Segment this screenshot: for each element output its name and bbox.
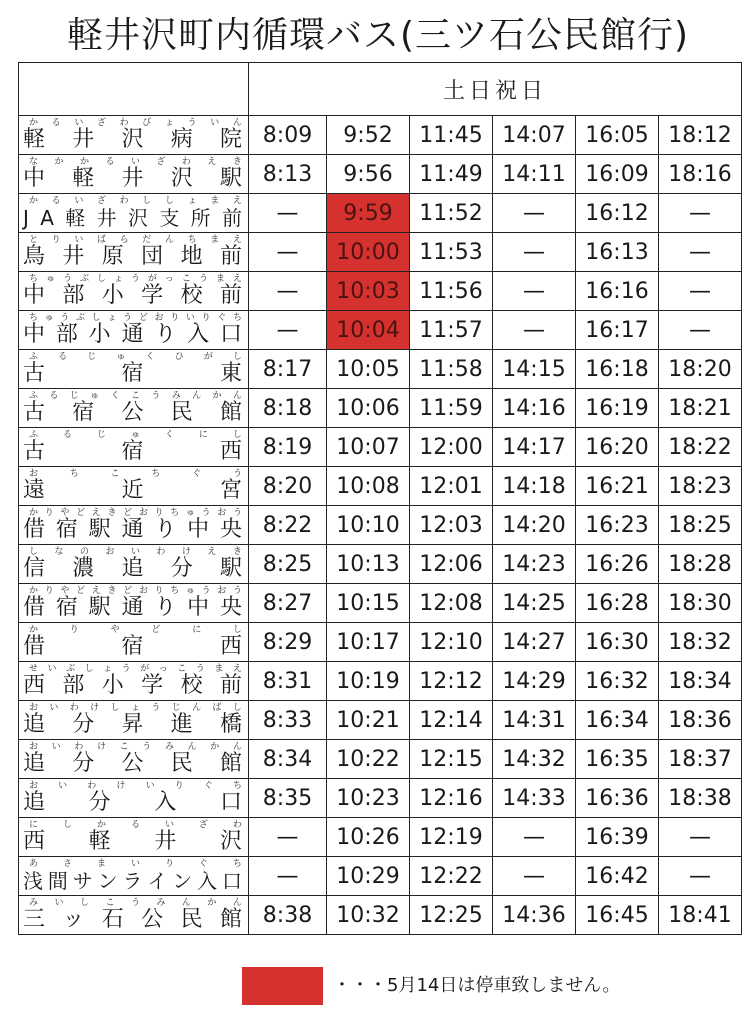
stop-name: 遠 近 宮	[23, 478, 242, 503]
stop-row	[19, 233, 742, 272]
departure-time-cell: —	[493, 857, 576, 896]
stop-name-cell	[19, 155, 249, 194]
departure-time-cell: 12:03	[410, 506, 493, 545]
departure-time-cell: 16:34	[576, 701, 659, 740]
departure-time-cell: 18:28	[659, 545, 742, 584]
departure-time-cell: —	[493, 272, 576, 311]
departure-time-cell: 10:21	[327, 701, 410, 740]
departure-time-cell: 18:12	[659, 116, 742, 155]
stop-name-cell	[19, 389, 249, 428]
departure-time-cell: 16:12	[576, 194, 659, 233]
departure-time-cell: 10:06	[327, 389, 410, 428]
stop-reading: か る い ざ わ し し ょ ま え	[29, 196, 242, 206]
departure-time-cell: 8:20	[249, 467, 327, 506]
day-type-label: 土日祝日	[249, 63, 742, 116]
departure-time-cell: 16:05	[576, 116, 659, 155]
departure-time-cell: —	[249, 818, 327, 857]
departure-time-cell: 14:07	[493, 116, 576, 155]
stop-name: 追 分 昇 進 橋	[23, 712, 242, 737]
stop-reading: ふ る じ ゅ く こ う み ん か ん	[29, 391, 242, 401]
departure-time-cell: 10:04	[327, 311, 410, 350]
stop-name: 中 部 小 通 り 入 口	[23, 322, 242, 347]
stop-row	[19, 467, 742, 506]
stop-name: 中 軽 井 沢 駅	[23, 166, 242, 191]
stop-name-cell	[19, 545, 249, 584]
stop-name-cell	[19, 740, 249, 779]
departure-time-cell: 12:12	[410, 662, 493, 701]
departure-time-cell: 14:36	[493, 896, 576, 935]
stop-row	[19, 389, 742, 428]
departure-time-cell: 18:16	[659, 155, 742, 194]
departure-time-cell: 11:52	[410, 194, 493, 233]
departure-time-cell: 14:20	[493, 506, 576, 545]
stop-name-cell	[19, 779, 249, 818]
departure-time-cell: —	[659, 857, 742, 896]
departure-time-cell: —	[659, 311, 742, 350]
departure-time-cell: 8:35	[249, 779, 327, 818]
departure-time-cell: 18:21	[659, 389, 742, 428]
timetable	[18, 62, 742, 935]
departure-time-cell: 9:59	[327, 194, 410, 233]
stop-row	[19, 701, 742, 740]
stop-row	[19, 584, 742, 623]
stop-name-cell	[19, 428, 249, 467]
stop-name: 追 分 入 口	[23, 790, 242, 815]
departure-time-cell: —	[659, 233, 742, 272]
departure-time-cell: 8:13	[249, 155, 327, 194]
stop-reading: と り い ば ら だ ん ち ま え	[29, 235, 242, 245]
departure-time-cell: 8:27	[249, 584, 327, 623]
header-row	[19, 63, 742, 116]
stop-name: 軽 井 沢 病 院	[23, 127, 242, 152]
departure-time-cell: 18:34	[659, 662, 742, 701]
page-title: 軽井沢町内循環バス(三ツ石公民館行)	[66, 15, 690, 56]
stop-reading: に し か る い ざ わ	[29, 820, 242, 830]
departure-time-cell: 14:16	[493, 389, 576, 428]
departure-time-cell: —	[249, 857, 327, 896]
stop-name-cell	[19, 896, 249, 935]
stop-reading: ふ る じ ゅ く に し	[29, 430, 242, 440]
stop-name-cell	[19, 857, 249, 896]
stop-name-cell	[19, 194, 249, 233]
stop-name-cell	[19, 584, 249, 623]
departure-time-cell: —	[493, 818, 576, 857]
stop-reading: み い し こ う み ん か ん	[29, 898, 242, 908]
stop-row	[19, 311, 742, 350]
departure-time-cell: 9:56	[327, 155, 410, 194]
departure-time-cell: 11:49	[410, 155, 493, 194]
stop-reading: せ い ぶ し ょ う が っ こ う ま え	[29, 664, 242, 674]
departure-time-cell: 16:39	[576, 818, 659, 857]
departure-time-cell: 8:31	[249, 662, 327, 701]
departure-time-cell: 18:37	[659, 740, 742, 779]
departure-time-cell: —	[659, 818, 742, 857]
stop-name: 西 部 小 学 校 前	[23, 673, 242, 698]
departure-time-cell: —	[249, 233, 327, 272]
stop-row	[19, 818, 742, 857]
departure-time-cell: 8:09	[249, 116, 327, 155]
stop-reading: お ち こ ち ぐ う	[29, 469, 242, 479]
departure-time-cell: —	[249, 311, 327, 350]
stop-name-cell	[19, 233, 249, 272]
departure-time-cell: 14:33	[493, 779, 576, 818]
stop-row	[19, 428, 742, 467]
stop-name: 借 宿 駅 通 り 中 央	[23, 517, 242, 542]
departure-time-cell: 8:38	[249, 896, 327, 935]
departure-time-cell: 8:17	[249, 350, 327, 389]
departure-time-cell: 10:17	[327, 623, 410, 662]
departure-time-cell: 8:34	[249, 740, 327, 779]
stop-name-cell	[19, 350, 249, 389]
stop-reading: か り や ど え き ど お り ち ゅ う お う	[29, 586, 242, 596]
departure-time-cell: 16:20	[576, 428, 659, 467]
stop-name: 浅 間 サ ン ラ イ ン 入 口	[23, 869, 242, 893]
stop-reading: ち ゅ う ぶ し ょ う ど お り い り ぐ ち	[29, 313, 242, 323]
stop-row	[19, 350, 742, 389]
departure-time-cell: 10:13	[327, 545, 410, 584]
departure-time-cell: 14:29	[493, 662, 576, 701]
stop-name-cell	[19, 818, 249, 857]
stop-row	[19, 155, 742, 194]
departure-time-cell: 11:53	[410, 233, 493, 272]
stop-name: 古 宿 東	[23, 361, 242, 386]
departure-time-cell: 12:08	[410, 584, 493, 623]
departure-time-cell: 11:59	[410, 389, 493, 428]
stop-row	[19, 740, 742, 779]
stop-name-cell	[19, 467, 249, 506]
departure-time-cell: 12:19	[410, 818, 493, 857]
stop-row	[19, 506, 742, 545]
stop-row	[19, 623, 742, 662]
stop-name-cell	[19, 311, 249, 350]
departure-time-cell: 10:26	[327, 818, 410, 857]
stop-name-cell	[19, 662, 249, 701]
departure-time-cell: 16:17	[576, 311, 659, 350]
stop-row	[19, 545, 742, 584]
stop-name-cell	[19, 506, 249, 545]
stop-name: 古 宿 公 民 館	[23, 400, 242, 425]
departure-time-cell: 10:03	[327, 272, 410, 311]
departure-time-cell: 10:05	[327, 350, 410, 389]
stop-name: 追 分 公 民 館	[23, 751, 242, 776]
departure-time-cell: 18:32	[659, 623, 742, 662]
departure-time-cell: 16:16	[576, 272, 659, 311]
stop-row	[19, 194, 742, 233]
departure-time-cell: 16:21	[576, 467, 659, 506]
departure-time-cell: 18:36	[659, 701, 742, 740]
departure-time-cell: 8:18	[249, 389, 327, 428]
departure-time-cell: 12:22	[410, 857, 493, 896]
departure-time-cell: 16:30	[576, 623, 659, 662]
departure-time-cell: 18:20	[659, 350, 742, 389]
departure-time-cell: —	[249, 194, 327, 233]
departure-time-cell: 12:00	[410, 428, 493, 467]
departure-time-cell: 8:33	[249, 701, 327, 740]
departure-time-cell: 18:25	[659, 506, 742, 545]
departure-time-cell: 10:00	[327, 233, 410, 272]
departure-time-cell: 11:45	[410, 116, 493, 155]
departure-time-cell: 14:23	[493, 545, 576, 584]
stop-row	[19, 662, 742, 701]
departure-time-cell: 16:36	[576, 779, 659, 818]
departure-time-cell: 18:38	[659, 779, 742, 818]
departure-time-cell: 16:09	[576, 155, 659, 194]
stop-row	[19, 272, 742, 311]
departure-time-cell: 12:14	[410, 701, 493, 740]
stop-name-cell	[19, 272, 249, 311]
departure-time-cell: —	[493, 233, 576, 272]
departure-time-cell: 8:22	[249, 506, 327, 545]
departure-time-cell: 12:25	[410, 896, 493, 935]
departure-time-cell: 10:15	[327, 584, 410, 623]
departure-time-cell: 12:10	[410, 623, 493, 662]
departure-time-cell: 16:28	[576, 584, 659, 623]
departure-time-cell: 11:58	[410, 350, 493, 389]
stop-reading: お い わ け い り ぐ ち	[29, 781, 242, 791]
departure-time-cell: 12:15	[410, 740, 493, 779]
departure-time-cell: 12:16	[410, 779, 493, 818]
stop-name: 中 部 小 学 校 前	[23, 283, 242, 308]
departure-time-cell: 14:25	[493, 584, 576, 623]
stop-reading: あ さ ま い り ぐ ち	[29, 859, 242, 869]
departure-time-cell: 16:26	[576, 545, 659, 584]
departure-time-cell: —	[493, 311, 576, 350]
departure-time-cell: 12:06	[410, 545, 493, 584]
departure-time-cell: 10:29	[327, 857, 410, 896]
departure-time-cell: 14:15	[493, 350, 576, 389]
departure-time-cell: 10:08	[327, 467, 410, 506]
departure-time-cell: 18:22	[659, 428, 742, 467]
departure-time-cell: 8:19	[249, 428, 327, 467]
legend-note: ・・・5月14日は停車致しません。	[333, 975, 621, 996]
departure-time-cell: 10:19	[327, 662, 410, 701]
departure-time-cell: 16:35	[576, 740, 659, 779]
departure-time-cell: 16:23	[576, 506, 659, 545]
departure-time-cell: 16:19	[576, 389, 659, 428]
departure-time-cell: —	[493, 194, 576, 233]
departure-time-cell: 16:32	[576, 662, 659, 701]
stop-name-cell	[19, 116, 249, 155]
departure-time-cell: 10:32	[327, 896, 410, 935]
departure-time-cell: 10:07	[327, 428, 410, 467]
stop-name: J A 軽 井 沢 支 所 前	[23, 206, 242, 230]
departure-time-cell: 14:11	[493, 155, 576, 194]
departure-time-cell: 14:31	[493, 701, 576, 740]
stop-name-cell	[19, 623, 249, 662]
departure-time-cell: —	[659, 272, 742, 311]
departure-time-cell: 16:13	[576, 233, 659, 272]
stop-reading: な か か る い ざ わ え き	[29, 157, 242, 167]
stop-name: 古 宿 西	[23, 439, 242, 464]
departure-time-cell: 11:57	[410, 311, 493, 350]
departure-time-cell: 10:22	[327, 740, 410, 779]
departure-time-cell: 8:29	[249, 623, 327, 662]
departure-time-cell: 16:45	[576, 896, 659, 935]
stop-row	[19, 116, 742, 155]
stop-row	[19, 779, 742, 818]
stop-reading: ち ゅ う ぶ し ょ う が っ こ う ま え	[29, 274, 242, 284]
stop-reading: お い わ け こ う み ん か ん	[29, 742, 242, 752]
departure-time-cell: 18:30	[659, 584, 742, 623]
departure-time-cell: 14:27	[493, 623, 576, 662]
stop-name: 借 宿 西	[23, 634, 242, 659]
departure-time-cell: 9:52	[327, 116, 410, 155]
stop-reading: し な の お い わ け え き	[29, 547, 242, 557]
stop-row	[19, 896, 742, 935]
stop-name: 三 ッ 石 公 民 館	[23, 907, 242, 932]
departure-time-cell: —	[249, 272, 327, 311]
stop-row	[19, 857, 742, 896]
departure-time-cell: 10:23	[327, 779, 410, 818]
departure-time-cell: 14:17	[493, 428, 576, 467]
departure-time-cell: 12:01	[410, 467, 493, 506]
stop-reading: か り や ど に し	[29, 625, 242, 635]
departure-time-cell: 8:25	[249, 545, 327, 584]
departure-time-cell: 14:32	[493, 740, 576, 779]
header-blank-cell	[19, 63, 249, 116]
departure-time-cell: 14:18	[493, 467, 576, 506]
departure-time-cell: 18:23	[659, 467, 742, 506]
legend-red-swatch	[242, 967, 323, 1005]
departure-time-cell: —	[659, 194, 742, 233]
departure-time-cell: 10:10	[327, 506, 410, 545]
stop-name: 鳥 井 原 団 地 前	[23, 244, 242, 269]
departure-time-cell: 11:56	[410, 272, 493, 311]
stop-name: 信 濃 追 分 駅	[23, 556, 242, 581]
stop-name: 西 軽 井 沢	[23, 829, 242, 854]
departure-time-cell: 16:42	[576, 857, 659, 896]
stop-reading: お い わ け し ょ う じ ん ば し	[29, 703, 242, 713]
stop-reading: か る い ざ わ び ょ う い ん	[29, 118, 242, 128]
stop-name: 借 宿 駅 通 り 中 央	[23, 595, 242, 620]
stop-name-cell	[19, 701, 249, 740]
departure-time-cell: 18:41	[659, 896, 742, 935]
stop-reading: ふ る じ ゅ く ひ が し	[29, 352, 242, 362]
stop-reading: か り や ど え き ど お り ち ゅ う お う	[29, 508, 242, 518]
departure-time-cell: 16:18	[576, 350, 659, 389]
